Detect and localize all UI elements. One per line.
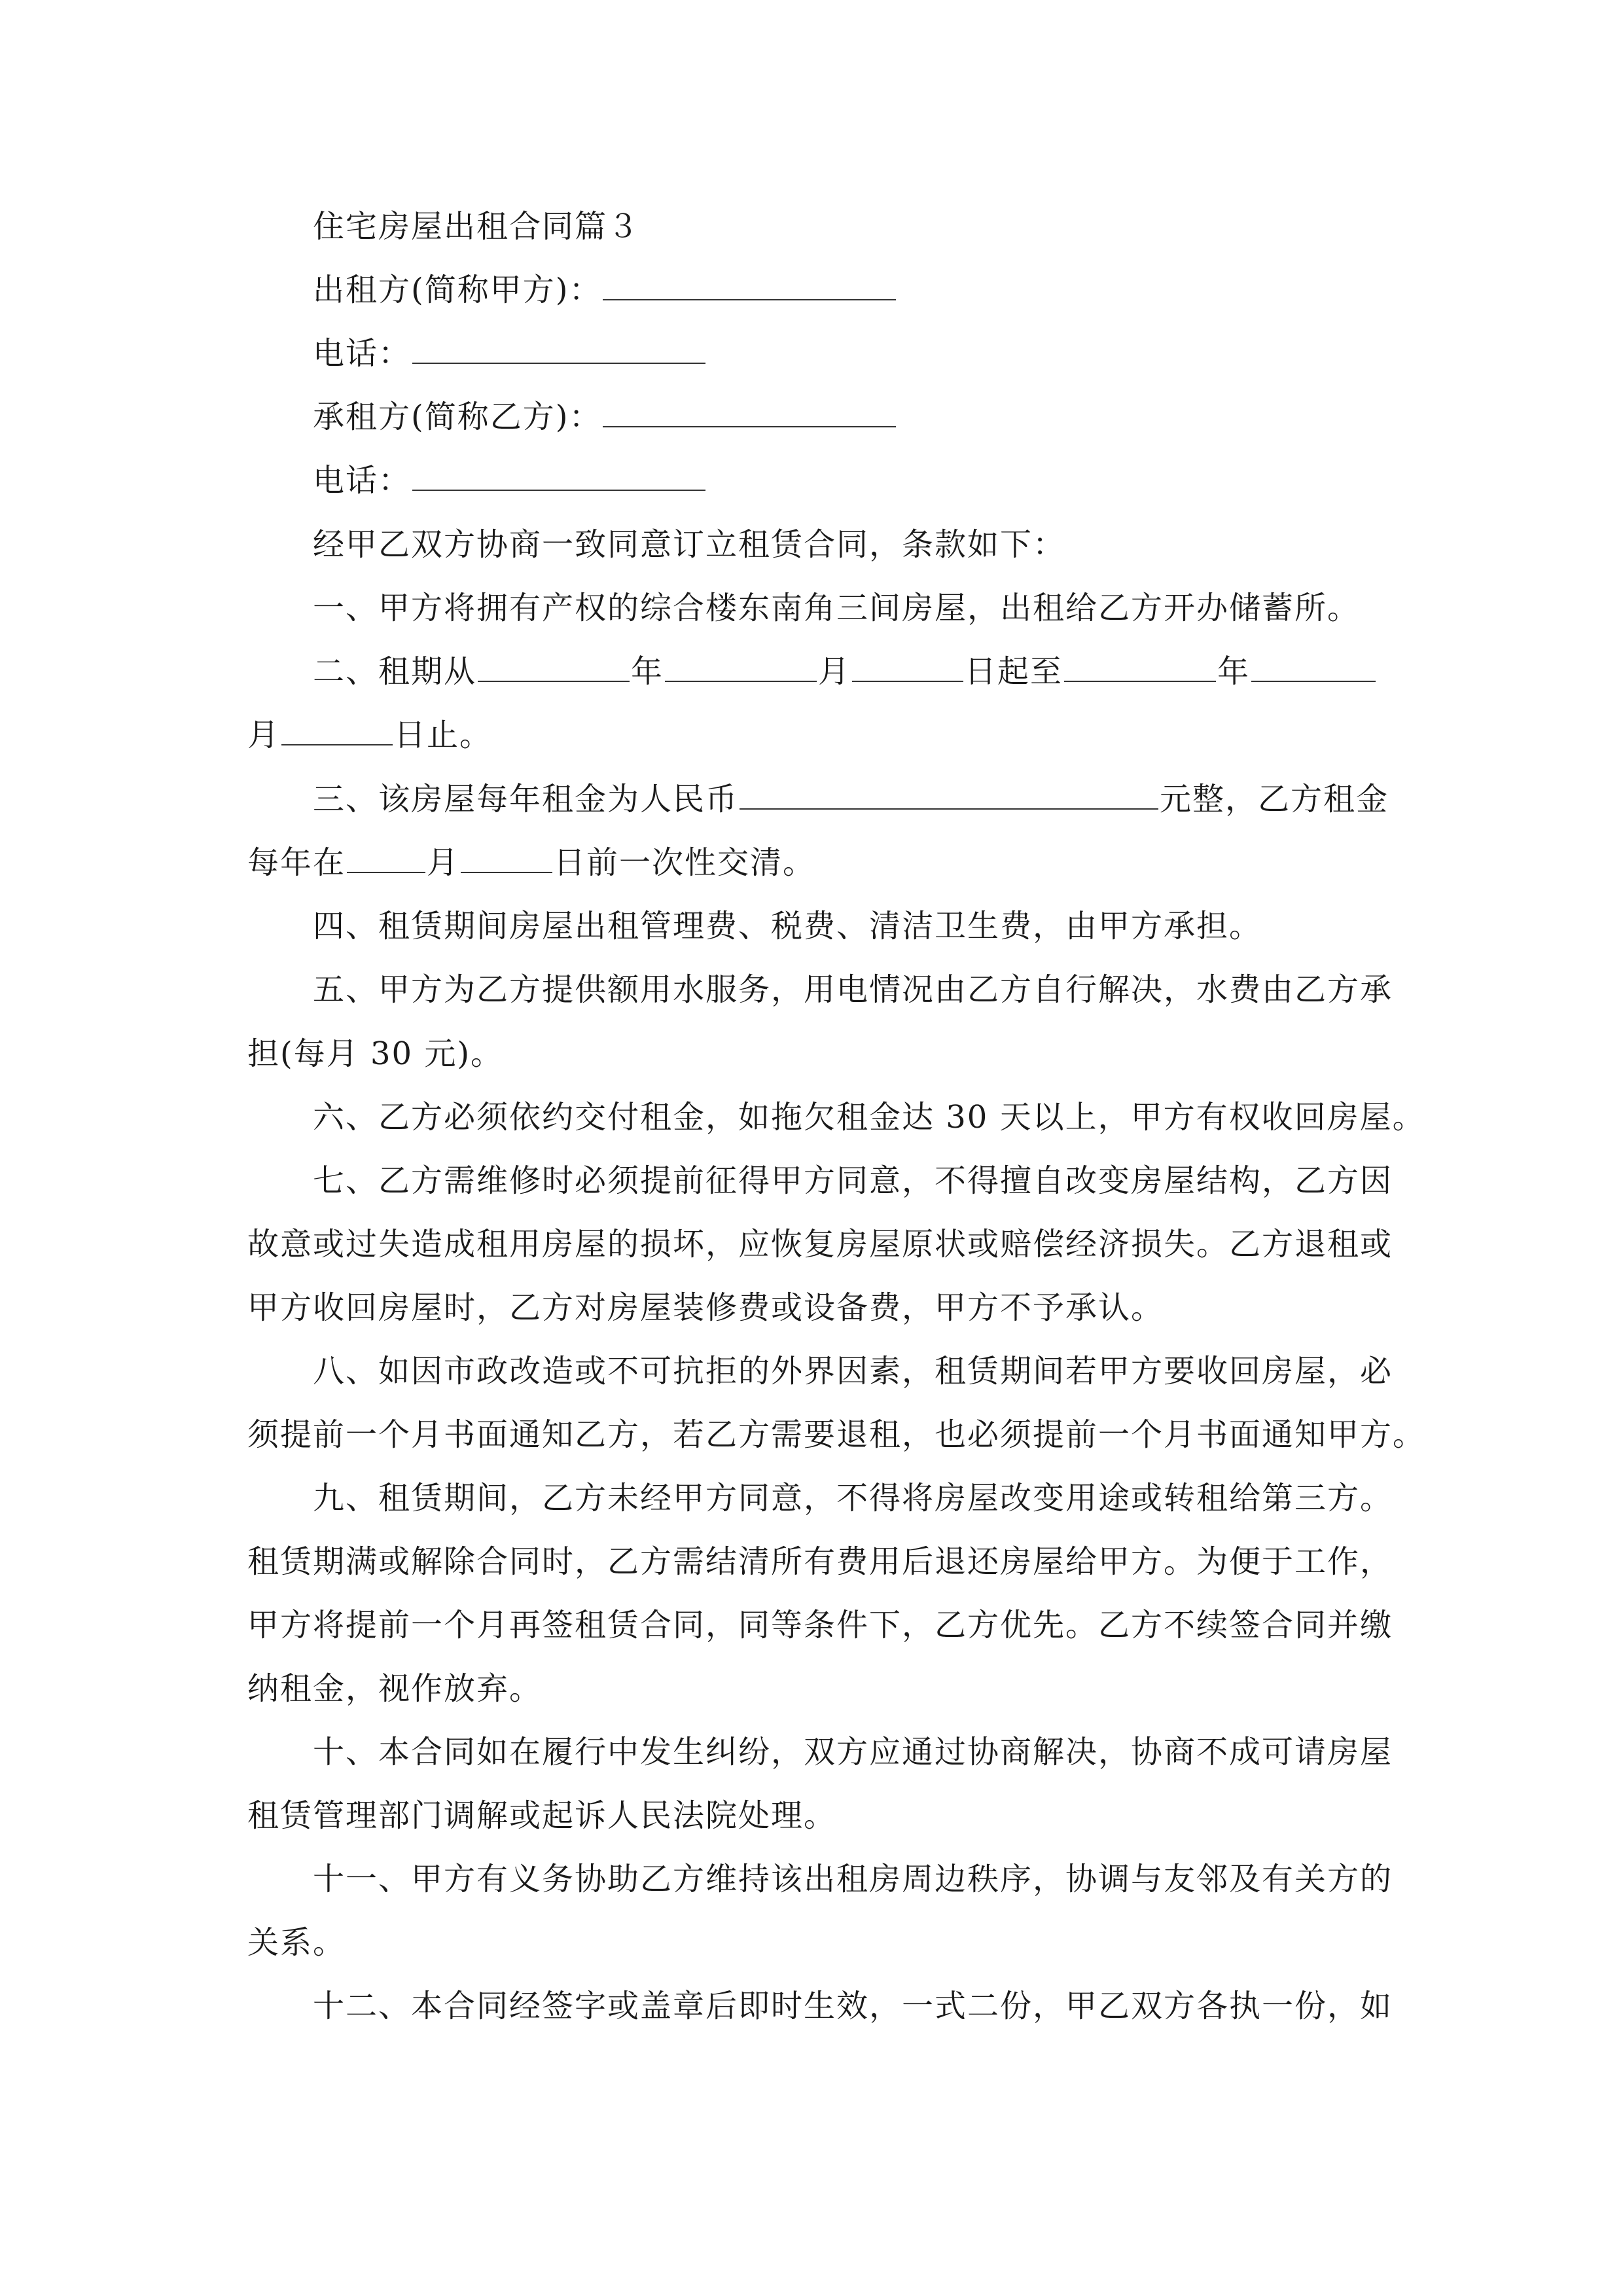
clause-4: 四、租赁期间房屋出租管理费、税费、清洁卫生费，由甲方承担。	[313, 908, 1262, 944]
intro-paragraph: 经甲乙双方协商一致同意订立租赁合同，条款如下：	[313, 526, 1066, 563]
lessor-field	[313, 270, 897, 310]
lessee-phone-field	[313, 461, 707, 500]
lessor-label: 出租方(简称甲方)：	[313, 272, 602, 308]
clause-6: 六、乙方必须依约交付租金，如拖欠租金达 30 天以上，甲方有权收回房屋。	[313, 1099, 1425, 1136]
clause-8-line-1: 八、如因市政改造或不可抗拒的外界因素，租赁期间若甲方要收回房屋，必	[313, 1353, 1393, 1390]
clause-5-line-1: 五、甲方为乙方提供额用水服务，用电情况由乙方自行解决，水费由乙方承	[313, 971, 1393, 1008]
clause-7-line-1: 七、乙方需维修时必须提前征得甲方同意，不得擅自改变房屋结构，乙方因	[313, 1162, 1393, 1199]
end-month-blank[interactable]	[1251, 652, 1376, 682]
lessee-field	[313, 397, 897, 437]
clause-1: 一、甲方将拥有产权的综合楼东南角三间房屋，出租给乙方开办储蓄所。	[313, 590, 1361, 626]
document-title: 住宅房屋出租合同篇３	[313, 208, 641, 245]
clause-5-line-2: 担(每月 30 元)。	[247, 1035, 504, 1072]
clause-3-line-1: 三、该房屋每年租金为人民币 元整，乙方租金	[313, 781, 1389, 817]
clause-3-line-2: 每年在 月 日前一次性交清。	[247, 844, 816, 881]
end-day-blank[interactable]	[281, 715, 393, 745]
lessor-phone-blank[interactable]	[412, 334, 705, 364]
lessee-label: 承租方(简称乙方)：	[313, 399, 602, 435]
clause-2-line-2: 月 日止。	[247, 717, 493, 753]
clause-12-line-1: 十二、本合同经签字或盖章后即时生效，一式二份，甲乙双方各执一份，如	[313, 1988, 1393, 2024]
clause-10-line-1: 十、本合同如在履行中发生纠纷，双方应通过协商解决，协商不成可请房屋	[313, 1734, 1393, 1770]
lessee-phone-label: 电话：	[313, 462, 412, 499]
clause-11-line-2: 关系。	[247, 1924, 346, 1961]
clause-2-line-1: 二、租期从 年 月 日起至 年	[313, 652, 1377, 691]
clause-7-line-3: 甲方收回房屋时，乙方对房屋装修费或设备费，甲方不予承认。	[247, 1289, 1164, 1326]
lessee-phone-blank[interactable]	[412, 461, 705, 491]
lessor-phone-field	[313, 334, 707, 373]
clause-9-line-1: 九、租赁期间，乙方未经甲方同意，不得将房屋改变用途或转租给第三方。	[313, 1480, 1393, 1516]
start-month-blank[interactable]	[665, 652, 817, 682]
clause-7-line-2: 故意或过失造成租用房屋的损坏，应恢复房屋原状或赔偿经济损失。乙方退租或	[247, 1226, 1393, 1263]
rent-amount-blank[interactable]	[740, 780, 1158, 810]
end-year-blank[interactable]	[1064, 652, 1216, 682]
clause-9-line-2: 租赁期满或解除合同时，乙方需结清所有费用后退还房屋给甲方。为便于工作，	[247, 1543, 1393, 1580]
clause-9-line-3: 甲方将提前一个月再签租赁合同，同等条件下，乙方优先。乙方不续签合同并缴	[247, 1607, 1393, 1643]
pay-day-blank[interactable]	[461, 843, 552, 873]
clause-10-line-2: 租赁管理部门调解或起诉人民法院处理。	[247, 1797, 837, 1834]
pay-month-blank[interactable]	[347, 843, 425, 873]
clause-8-line-2: 须提前一个月书面通知乙方，若乙方需要退租，也必须提前一个月书面通知甲方。	[247, 1416, 1426, 1453]
clause-11-line-1: 十一、甲方有义务协助乙方维持该出租房周边秩序，协调与友邻及有关方的	[313, 1861, 1393, 1897]
lessee-blank[interactable]	[603, 397, 896, 427]
lessor-phone-label: 电话：	[313, 335, 412, 372]
start-day-blank[interactable]	[852, 652, 963, 682]
clause-9-line-4: 纳租金，视作放弃。	[247, 1670, 543, 1707]
lessor-blank[interactable]	[603, 270, 896, 300]
start-year-blank[interactable]	[478, 652, 630, 682]
